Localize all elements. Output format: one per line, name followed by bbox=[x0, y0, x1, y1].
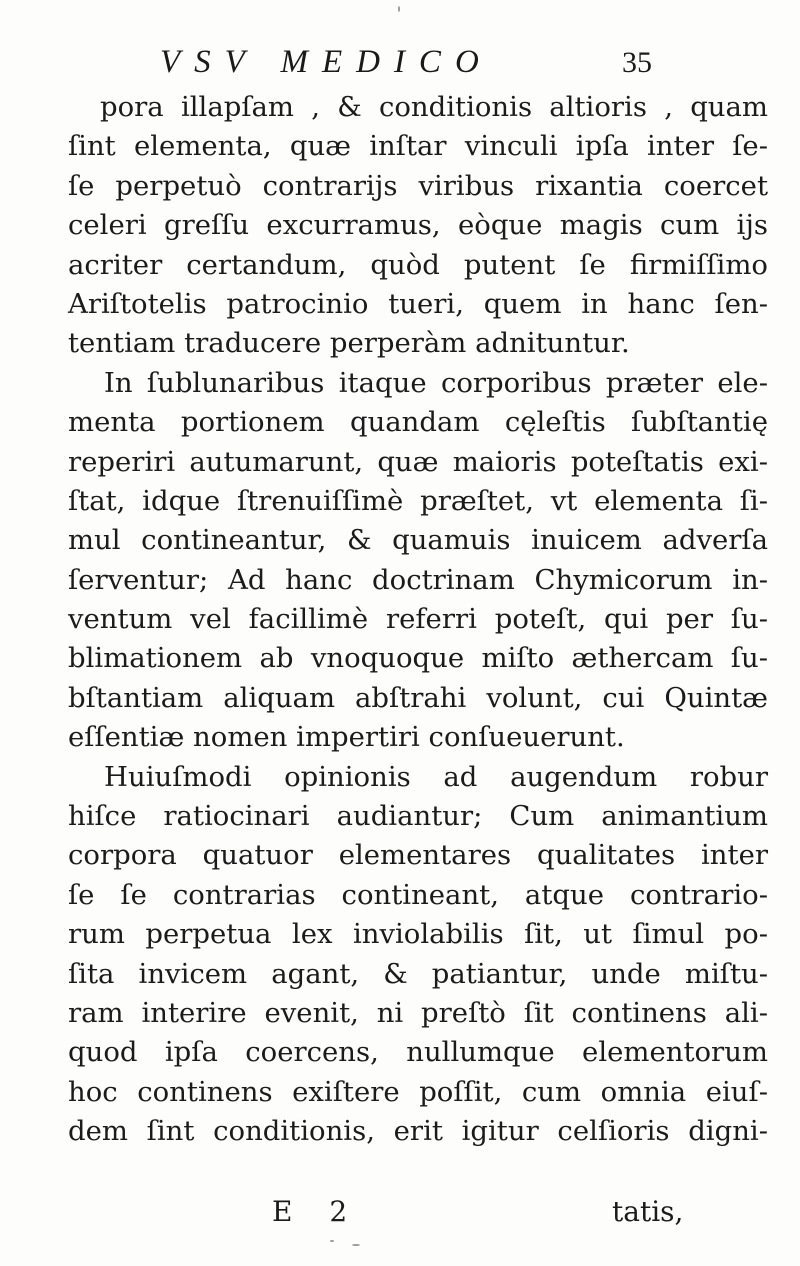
text-line: ſerventur; Ad hanc doctrinam Chymicorum in- bbox=[68, 563, 768, 596]
text-line: corpora quatuor elementares qualitates inter bbox=[68, 839, 768, 872]
text-line: ventum vel facillimè referri poteſt, qui per ſu- bbox=[68, 603, 768, 636]
text-line: rum perpetua lex inviolabilis ſit, ut ſimul po- bbox=[68, 918, 768, 951]
page-footer bbox=[0, 1195, 800, 1235]
text-line: Huiuſmodi opinionis ad augendum robur bbox=[104, 760, 768, 793]
text-line: acriter certandum, quòd putent ſe firmiſſimo bbox=[68, 248, 768, 281]
text-line: Ariſtotelis patrocinio tueri, quem in hanc ſen- bbox=[68, 287, 768, 320]
text-line: dem ſint conditionis, erit igitur celſioris digni- bbox=[68, 1115, 768, 1148]
running-header bbox=[160, 44, 680, 84]
text-line: ſint elementa, quæ inſtar vinculi ipſa inter ſe- bbox=[68, 130, 768, 163]
text-line: ſita invicem agant, & patiantur, unde miſtu- bbox=[68, 957, 768, 990]
signature-mark: E 2 bbox=[272, 1195, 362, 1228]
text-line: menta portionem quandam cęleſtis ſubſtantię bbox=[68, 406, 768, 439]
ink-speck bbox=[398, 6, 400, 12]
ink-speck bbox=[330, 1240, 334, 1242]
text-line: celeri greſſu excurramus, eòque magis cum ijs bbox=[68, 209, 768, 242]
text-line: bſtantiam aliquam abſtrahi volunt, cui Quintæ bbox=[68, 681, 768, 714]
ink-speck bbox=[352, 1244, 360, 1246]
catchword: tatis, bbox=[612, 1195, 684, 1228]
text-line: ram interire evenit, ni preſtò ſit continens ali- bbox=[68, 996, 768, 1029]
text-line: eſſentiæ nomen impertiri conſueuerunt. bbox=[68, 721, 625, 754]
text-line: hiſce ratiocinari audiantur; Cum animantium bbox=[68, 800, 768, 833]
running-title: VSV MEDICO bbox=[160, 44, 493, 80]
text-line: ſe ſe contrarias contineant, atque contrario- bbox=[68, 878, 768, 911]
text-line: blimationem ab vnoquoque miſto æthercam ſu- bbox=[68, 642, 768, 675]
text-line: reperiri autumarunt, quæ maioris poteſtatis exi- bbox=[68, 445, 768, 478]
page-number: 35 bbox=[622, 46, 652, 79]
text-line: pora illapſam , & conditionis altioris , quam bbox=[100, 91, 768, 123]
text-line: ſtat, idque ſtrenuiſſimè præſtet, vt elementa ſi- bbox=[68, 484, 768, 517]
text-line: hoc continens exiſtere poſſit, cum omnia eiuſ- bbox=[68, 1075, 768, 1108]
text-line: mul contineantur, & quamuis inuicem adverſa bbox=[68, 524, 768, 557]
body-text bbox=[68, 88, 768, 1152]
text-line: In ſublunaribus itaque corporibus præter ele- bbox=[104, 366, 768, 399]
text-line: tentiam traducere perperàm adnituntur. bbox=[68, 327, 630, 360]
text-line: ſe perpetuò contrarijs viribus rixantia coercet bbox=[68, 169, 768, 202]
text-line: quod ipſa coercens, nullumque elementorum bbox=[68, 1036, 768, 1069]
